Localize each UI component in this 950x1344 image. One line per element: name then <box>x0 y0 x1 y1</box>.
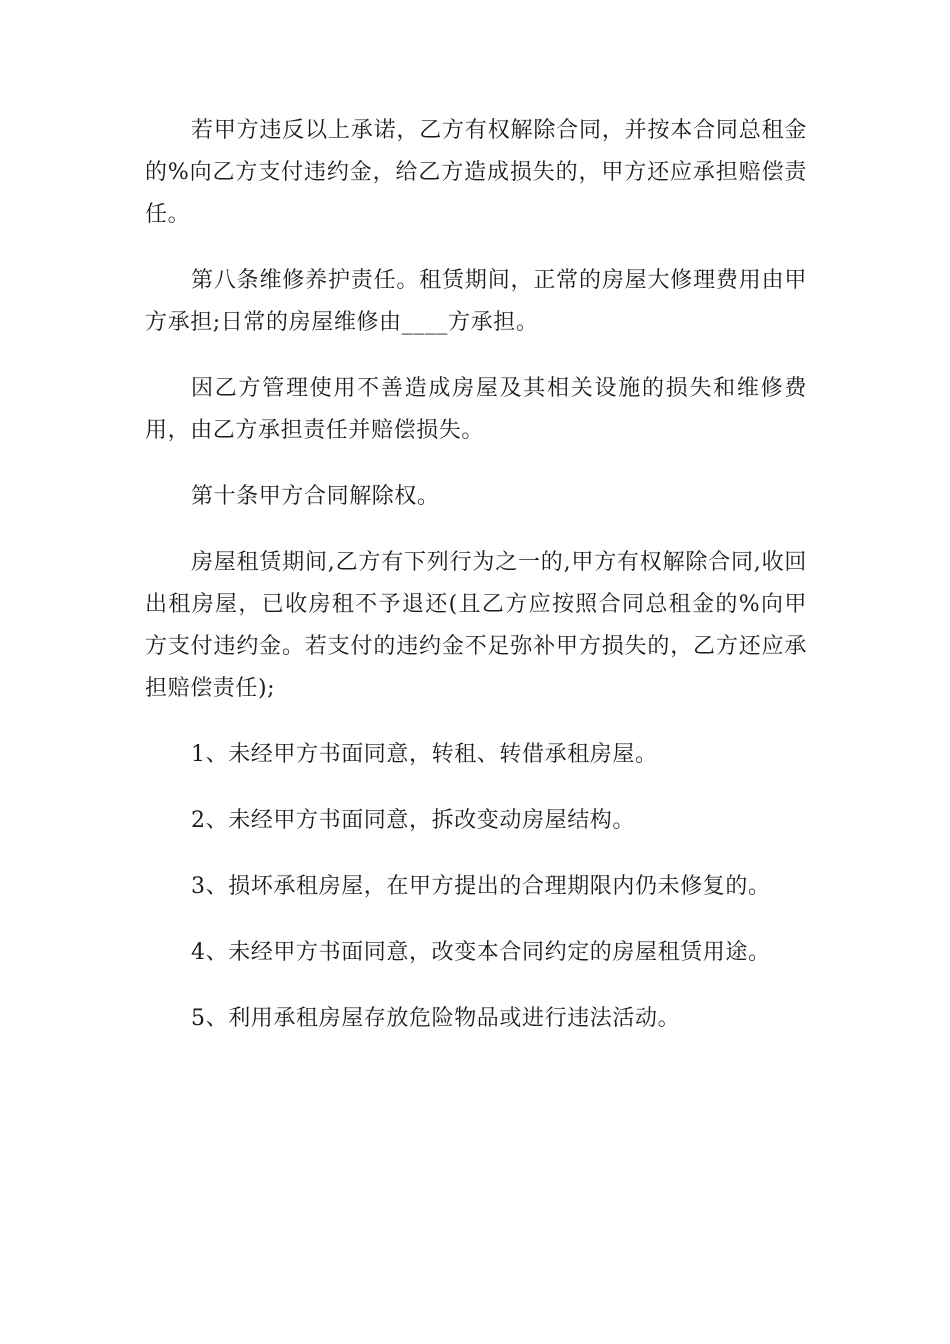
list-item-1: 1、未经甲方书面同意，转租、转借承租房屋。 <box>191 742 658 767</box>
paragraph-article-8-maintenance: 第八条维修养护责任。租赁期间，正常的房屋大修理费用由甲方承担;日常的房屋维修由____方承担。 <box>145 268 807 335</box>
list-item-5: 5、利用承租房屋存放危险物品或进行违法活动。 <box>191 1006 681 1031</box>
paragraph-tenant-damage: 因乙方管理使用不善造成房屋及其相关设施的损失和维修费用，由乙方承担责任并赔偿损失。 <box>145 376 807 443</box>
list-item-4: 4、未经甲方书面同意，改变本合同约定的房屋租赁用途。 <box>191 940 771 965</box>
list-item-2: 2、未经甲方书面同意，拆改变动房屋结构。 <box>191 808 635 833</box>
paragraph-article-10-heading: 第十条甲方合同解除权。 <box>191 484 440 509</box>
paragraph-breach-promise: 若甲方违反以上承诺，乙方有权解除合同，并按本合同总租金的%向乙方支付违约金，给乙方造成损失的，甲方还应承担赔偿责任。 <box>145 118 807 227</box>
document-body <box>145 110 807 1064</box>
paragraph-termination-conditions: 房屋租赁期间,乙方有下列行为之一的,甲方有权解除合同,收回出租房屋，已收房租不予退还(且乙方应按照合同总租金的%向甲方支付违约金。若支付的违约金不足弥补甲方损失的，乙方还应承担赔偿责任); <box>145 550 807 701</box>
list-item-3: 3、损坏承租房屋，在甲方提出的合理期限内仍未修复的。 <box>191 874 771 899</box>
